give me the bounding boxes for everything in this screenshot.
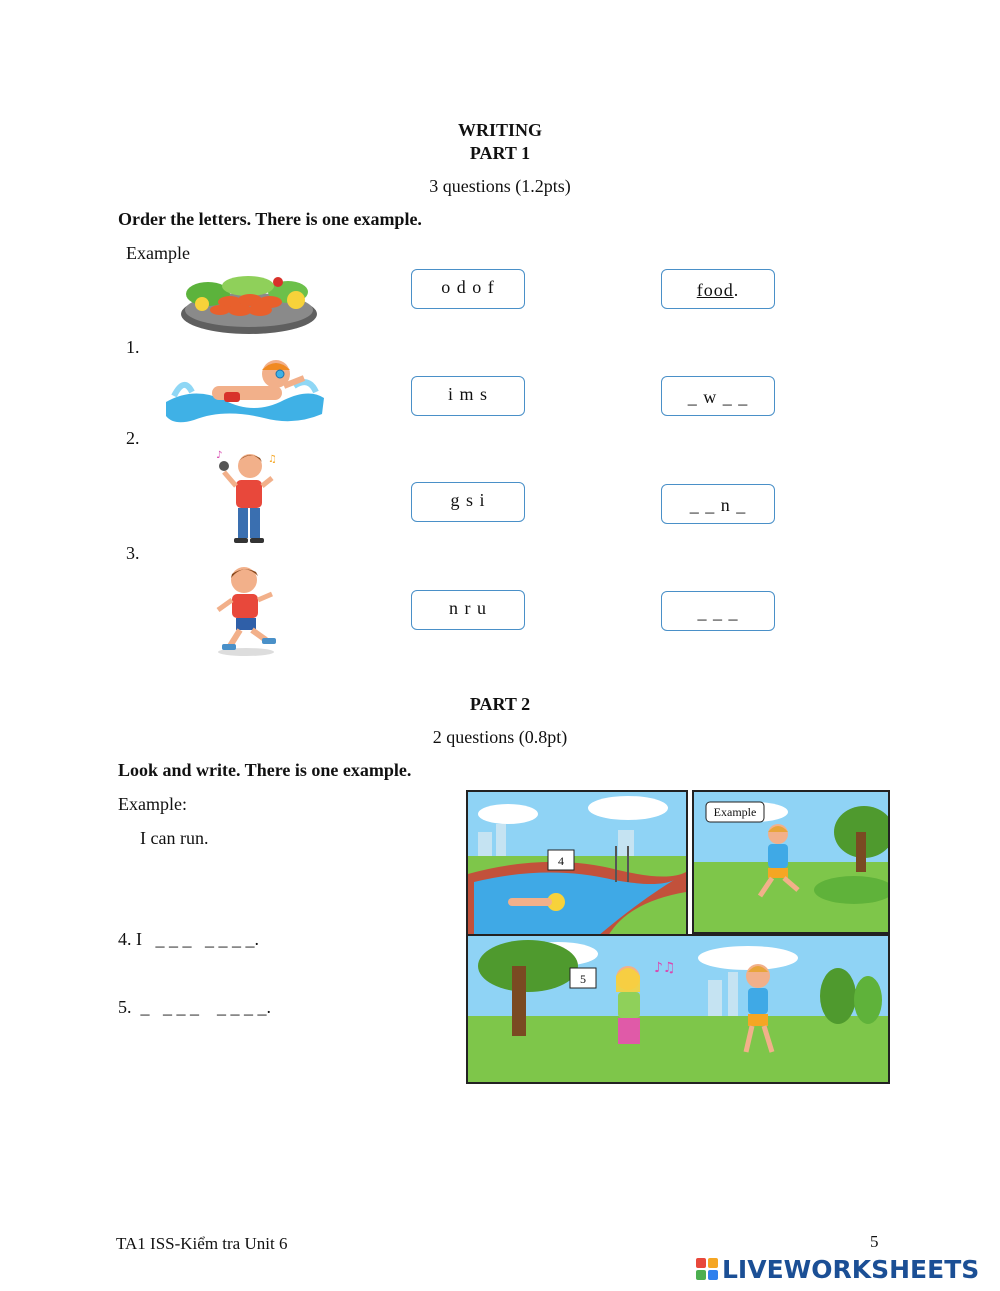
part2-title: PART 2 [469,694,531,714]
item-3-answer-box[interactable]: _ _ _ [661,591,775,631]
logo-text: LIVEWORKSHEETS [722,1254,980,1284]
singing-boy-picture [210,448,282,546]
svg-text:♪: ♪ [216,450,223,461]
swimming-boy-picture [164,356,326,428]
running-boy-picture [210,564,280,658]
page-number: 5 [870,1232,879,1251]
singer-label: 5 [580,972,586,986]
part2-example-sentence: I can run. [140,828,209,848]
example-answer-word: food [696,280,734,300]
pool-label: 4 [558,854,564,868]
example-answer-punct: . [733,280,740,300]
logo-blocks-icon [696,1258,718,1280]
item-number-3: 3. [126,543,140,563]
item-number-1: 1. [126,337,140,357]
example-scrambled-box: o d o f [411,269,525,309]
singing-panel [466,934,890,1084]
liveworksheets-logo[interactable] [696,1252,979,1286]
part1-title: PART 1 [469,143,531,163]
pool-panel [466,790,688,938]
item-2-answer-box[interactable]: _ _ n _ [661,484,775,524]
example-label: Example [126,243,190,263]
part2-questions: 2 questions (0.8pt) [432,727,568,747]
item-3-scrambled-box: n r u [411,590,525,630]
svg-text:♪♫: ♪♫ [654,960,676,976]
part2-instruction: Look and write. There is one example. [118,760,412,780]
question-5[interactable]: 5. _ _ _ _ _ _ _ _. [118,997,271,1017]
item-number-2: 2. [126,428,140,448]
item-2-scrambled-box: g s i [411,482,525,522]
running-panel [692,790,890,934]
part2-example-label: Example: [118,794,187,814]
part1-questions: 3 questions (1.2pts) [429,176,571,196]
food-platter-picture [178,264,320,336]
item-1-scrambled-box: i m s [411,376,525,416]
example-scene-label: Example [713,805,757,819]
svg-text:♫: ♫ [268,454,277,465]
part1-instruction: Order the letters. There is one example. [118,209,422,229]
example-answer-box [661,269,775,309]
question-4[interactable]: 4. I _ _ _ _ _ _ _. [118,929,259,949]
item-1-answer-box[interactable]: _ w _ _ [661,376,775,416]
section-title: WRITING [457,120,542,140]
footer-left: TA1 ISS-Kiểm tra Unit 6 [116,1234,288,1253]
